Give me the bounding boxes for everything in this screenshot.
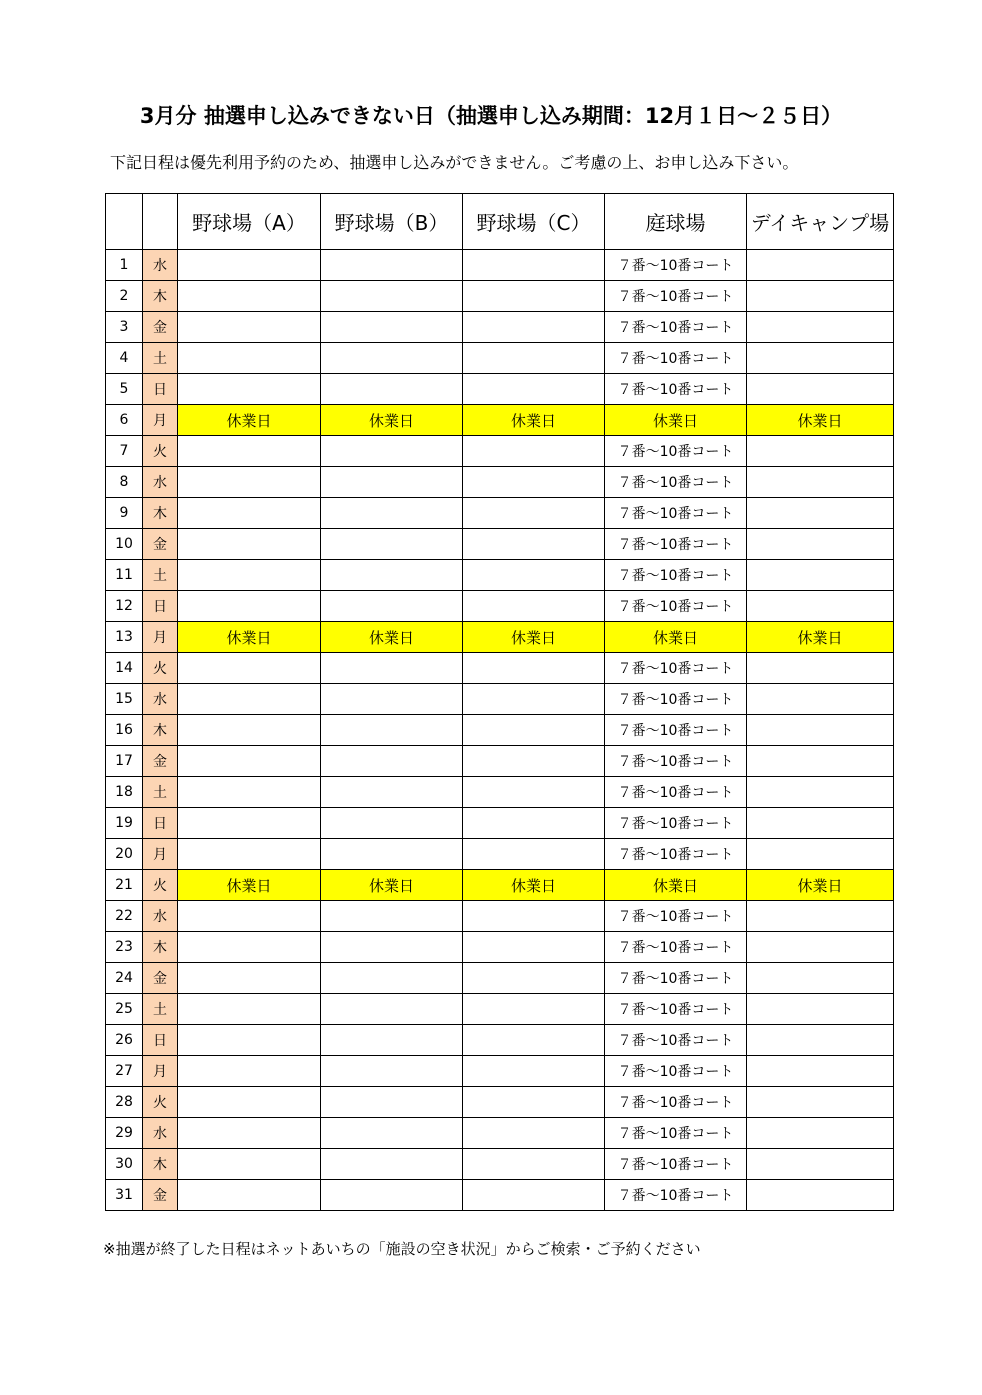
baseball-c-cell xyxy=(463,1118,605,1149)
table-row xyxy=(106,715,894,746)
baseball-c-cell xyxy=(463,684,605,715)
baseball-a-cell xyxy=(178,436,321,467)
baseball-b-cell xyxy=(321,312,463,343)
table-row xyxy=(106,901,894,932)
day-number: 11 xyxy=(106,560,143,591)
baseball-b-cell xyxy=(321,343,463,374)
header-daycamp: デイキャンプ場 xyxy=(747,194,894,250)
tennis-cell: ７番～10番コート xyxy=(605,560,747,591)
tennis-cell: ７番～10番コート xyxy=(605,312,747,343)
tennis-cell: 休業日 xyxy=(605,405,747,436)
table-row xyxy=(106,870,894,901)
tennis-cell: ７番～10番コート xyxy=(605,1118,747,1149)
baseball-c-cell xyxy=(463,343,605,374)
baseball-b-cell xyxy=(321,1087,463,1118)
weekday-cell: 日 xyxy=(143,808,178,839)
tennis-cell: ７番～10番コート xyxy=(605,653,747,684)
tennis-cell: ７番～10番コート xyxy=(605,1180,747,1211)
tennis-cell: ７番～10番コート xyxy=(605,839,747,870)
day-number: 20 xyxy=(106,839,143,870)
table-row xyxy=(106,560,894,591)
daycamp-cell: 休業日 xyxy=(747,405,894,436)
baseball-b-cell xyxy=(321,653,463,684)
day-number: 24 xyxy=(106,963,143,994)
weekday-cell: 木 xyxy=(143,715,178,746)
day-number: 12 xyxy=(106,591,143,622)
daycamp-cell xyxy=(747,746,894,777)
tennis-cell: ７番～10番コート xyxy=(605,746,747,777)
weekday-cell: 月 xyxy=(143,839,178,870)
weekday-cell: 金 xyxy=(143,1180,178,1211)
baseball-c-cell xyxy=(463,467,605,498)
tennis-cell: ７番～10番コート xyxy=(605,715,747,746)
daycamp-cell xyxy=(747,963,894,994)
page-title: 3月分 抽選申し込みできない日（抽選申し込み期間：12月１日～２５日） xyxy=(139,104,843,128)
baseball-c-cell xyxy=(463,746,605,777)
weekday-cell: 土 xyxy=(143,777,178,808)
baseball-b-cell xyxy=(321,1056,463,1087)
baseball-b-cell xyxy=(321,963,463,994)
baseball-b-cell xyxy=(321,467,463,498)
weekday-cell: 木 xyxy=(143,281,178,312)
table-row xyxy=(106,343,894,374)
daycamp-cell xyxy=(747,250,894,281)
baseball-b-cell xyxy=(321,250,463,281)
baseball-b-cell xyxy=(321,746,463,777)
daycamp-cell xyxy=(747,374,894,405)
day-number: 3 xyxy=(106,312,143,343)
baseball-b-cell xyxy=(321,839,463,870)
table-row xyxy=(106,1149,894,1180)
tennis-cell: ７番～10番コート xyxy=(605,901,747,932)
baseball-c-cell xyxy=(463,994,605,1025)
baseball-c-cell: 休業日 xyxy=(463,622,605,653)
daycamp-cell xyxy=(747,498,894,529)
day-number: 26 xyxy=(106,1025,143,1056)
day-number: 27 xyxy=(106,1056,143,1087)
table-row xyxy=(106,963,894,994)
weekday-cell: 水 xyxy=(143,684,178,715)
weekday-cell: 木 xyxy=(143,1149,178,1180)
day-number: 5 xyxy=(106,374,143,405)
baseball-a-cell xyxy=(178,374,321,405)
baseball-b-cell xyxy=(321,591,463,622)
day-number: 29 xyxy=(106,1118,143,1149)
weekday-cell: 日 xyxy=(143,591,178,622)
baseball-c-cell xyxy=(463,374,605,405)
tennis-cell: ７番～10番コート xyxy=(605,808,747,839)
baseball-a-cell xyxy=(178,1149,321,1180)
daycamp-cell xyxy=(747,808,894,839)
baseball-b-cell xyxy=(321,932,463,963)
weekday-cell: 土 xyxy=(143,994,178,1025)
table-row xyxy=(106,374,894,405)
weekday-cell: 日 xyxy=(143,374,178,405)
baseball-c-cell xyxy=(463,529,605,560)
baseball-c-cell xyxy=(463,777,605,808)
baseball-b-cell xyxy=(321,777,463,808)
day-number: 22 xyxy=(106,901,143,932)
table-row xyxy=(106,808,894,839)
baseball-b-cell xyxy=(321,994,463,1025)
baseball-c-cell xyxy=(463,715,605,746)
weekday-cell: 水 xyxy=(143,901,178,932)
day-number: 23 xyxy=(106,932,143,963)
table-row xyxy=(106,1118,894,1149)
table-row xyxy=(106,653,894,684)
baseball-c-cell xyxy=(463,1180,605,1211)
day-number: 1 xyxy=(106,250,143,281)
table-row xyxy=(106,436,894,467)
daycamp-cell xyxy=(747,1025,894,1056)
tennis-cell: ７番～10番コート xyxy=(605,932,747,963)
table-row xyxy=(106,1087,894,1118)
daycamp-cell xyxy=(747,436,894,467)
table-row xyxy=(106,994,894,1025)
table-row xyxy=(106,932,894,963)
day-number: 6 xyxy=(106,405,143,436)
baseball-a-cell xyxy=(178,777,321,808)
weekday-cell: 月 xyxy=(143,405,178,436)
day-number: 19 xyxy=(106,808,143,839)
day-number: 14 xyxy=(106,653,143,684)
baseball-c-cell: 休業日 xyxy=(463,870,605,901)
daycamp-cell xyxy=(747,1118,894,1149)
baseball-a-cell: 休業日 xyxy=(178,870,321,901)
tennis-cell: ７番～10番コート xyxy=(605,777,747,808)
baseball-c-cell xyxy=(463,560,605,591)
baseball-a-cell xyxy=(178,1118,321,1149)
daycamp-cell xyxy=(747,529,894,560)
baseball-a-cell xyxy=(178,653,321,684)
day-number: 2 xyxy=(106,281,143,312)
tennis-cell: ７番～10番コート xyxy=(605,684,747,715)
tennis-cell: ７番～10番コート xyxy=(605,1149,747,1180)
baseball-a-cell xyxy=(178,1025,321,1056)
tennis-cell: ７番～10番コート xyxy=(605,591,747,622)
table-row xyxy=(106,622,894,653)
baseball-c-cell xyxy=(463,1087,605,1118)
header-baseball-a: 野球場（A） xyxy=(178,194,321,250)
daycamp-cell xyxy=(747,591,894,622)
day-number: 17 xyxy=(106,746,143,777)
table-row xyxy=(106,405,894,436)
tennis-cell: 休業日 xyxy=(605,870,747,901)
day-number: 13 xyxy=(106,622,143,653)
baseball-a-cell xyxy=(178,529,321,560)
day-number: 7 xyxy=(106,436,143,467)
table-row xyxy=(106,1025,894,1056)
baseball-a-cell xyxy=(178,1180,321,1211)
daycamp-cell xyxy=(747,839,894,870)
weekday-cell: 日 xyxy=(143,1025,178,1056)
tennis-cell: ７番～10番コート xyxy=(605,1056,747,1087)
tennis-cell: ７番～10番コート xyxy=(605,1025,747,1056)
baseball-b-cell xyxy=(321,1118,463,1149)
weekday-cell: 火 xyxy=(143,653,178,684)
baseball-a-cell xyxy=(178,467,321,498)
tennis-cell: ７番～10番コート xyxy=(605,281,747,312)
schedule-table xyxy=(105,193,894,1211)
daycamp-cell xyxy=(747,312,894,343)
header-baseball-b: 野球場（B） xyxy=(321,194,463,250)
weekday-cell: 水 xyxy=(143,250,178,281)
baseball-c-cell xyxy=(463,498,605,529)
baseball-b-cell xyxy=(321,808,463,839)
baseball-a-cell xyxy=(178,808,321,839)
weekday-cell: 火 xyxy=(143,1087,178,1118)
daycamp-cell xyxy=(747,901,894,932)
tennis-cell: ７番～10番コート xyxy=(605,994,747,1025)
tennis-cell: 休業日 xyxy=(605,622,747,653)
daycamp-cell: 休業日 xyxy=(747,622,894,653)
baseball-a-cell xyxy=(178,684,321,715)
baseball-b-cell xyxy=(321,529,463,560)
daycamp-cell xyxy=(747,467,894,498)
weekday-cell: 木 xyxy=(143,932,178,963)
baseball-c-cell xyxy=(463,312,605,343)
baseball-a-cell xyxy=(178,963,321,994)
day-number: 16 xyxy=(106,715,143,746)
weekday-cell: 金 xyxy=(143,529,178,560)
daycamp-cell xyxy=(747,1180,894,1211)
baseball-a-cell xyxy=(178,994,321,1025)
baseball-a-cell xyxy=(178,1056,321,1087)
baseball-c-cell xyxy=(463,839,605,870)
table-row xyxy=(106,467,894,498)
day-number: 9 xyxy=(106,498,143,529)
baseball-a-cell xyxy=(178,281,321,312)
notice-text: 下記日程は優先利用予約のため、抽選申し込みができません。ご考慮の上、お申し込み下さい。 xyxy=(110,153,799,172)
header-row xyxy=(106,194,894,250)
daycamp-cell xyxy=(747,777,894,808)
baseball-a-cell xyxy=(178,715,321,746)
weekday-cell: 火 xyxy=(143,436,178,467)
daycamp-cell: 休業日 xyxy=(747,870,894,901)
baseball-b-cell xyxy=(321,374,463,405)
tennis-cell: ７番～10番コート xyxy=(605,529,747,560)
daycamp-cell xyxy=(747,1056,894,1087)
baseball-b-cell xyxy=(321,715,463,746)
baseball-a-cell xyxy=(178,312,321,343)
tennis-cell: ７番～10番コート xyxy=(605,963,747,994)
tennis-cell: ７番～10番コート xyxy=(605,1087,747,1118)
table-row xyxy=(106,250,894,281)
baseball-b-cell xyxy=(321,560,463,591)
baseball-c-cell xyxy=(463,436,605,467)
daycamp-cell xyxy=(747,1087,894,1118)
table-row xyxy=(106,1180,894,1211)
baseball-b-cell xyxy=(321,684,463,715)
baseball-b-cell xyxy=(321,1025,463,1056)
weekday-cell: 金 xyxy=(143,312,178,343)
table-row xyxy=(106,777,894,808)
baseball-b-cell xyxy=(321,281,463,312)
tennis-cell: ７番～10番コート xyxy=(605,467,747,498)
day-number: 4 xyxy=(106,343,143,374)
daycamp-cell xyxy=(747,281,894,312)
daycamp-cell xyxy=(747,684,894,715)
day-number: 18 xyxy=(106,777,143,808)
baseball-b-cell xyxy=(321,901,463,932)
table-row xyxy=(106,498,894,529)
baseball-b-cell xyxy=(321,1180,463,1211)
weekday-cell: 水 xyxy=(143,467,178,498)
day-number: 10 xyxy=(106,529,143,560)
table-row xyxy=(106,746,894,777)
baseball-b-cell xyxy=(321,1149,463,1180)
table-row xyxy=(106,281,894,312)
baseball-c-cell xyxy=(463,963,605,994)
tennis-cell: ７番～10番コート xyxy=(605,250,747,281)
weekday-cell: 金 xyxy=(143,963,178,994)
daycamp-cell xyxy=(747,343,894,374)
table-row xyxy=(106,684,894,715)
day-number: 30 xyxy=(106,1149,143,1180)
baseball-c-cell xyxy=(463,808,605,839)
baseball-b-cell: 休業日 xyxy=(321,870,463,901)
daycamp-cell xyxy=(747,932,894,963)
header-weekday xyxy=(143,194,178,250)
day-number: 25 xyxy=(106,994,143,1025)
table-row xyxy=(106,591,894,622)
tennis-cell: ７番～10番コート xyxy=(605,343,747,374)
daycamp-cell xyxy=(747,715,894,746)
weekday-cell: 火 xyxy=(143,870,178,901)
baseball-a-cell: 休業日 xyxy=(178,622,321,653)
baseball-a-cell xyxy=(178,746,321,777)
weekday-cell: 木 xyxy=(143,498,178,529)
baseball-a-cell xyxy=(178,591,321,622)
daycamp-cell xyxy=(747,560,894,591)
table-row xyxy=(106,1056,894,1087)
tennis-cell: ７番～10番コート xyxy=(605,498,747,529)
baseball-c-cell xyxy=(463,901,605,932)
baseball-a-cell xyxy=(178,498,321,529)
weekday-cell: 水 xyxy=(143,1118,178,1149)
weekday-cell: 土 xyxy=(143,560,178,591)
day-number: 8 xyxy=(106,467,143,498)
weekday-cell: 月 xyxy=(143,1056,178,1087)
header-baseball-c: 野球場（C） xyxy=(463,194,605,250)
schedule-body xyxy=(106,250,894,1211)
baseball-a-cell xyxy=(178,343,321,374)
table-row xyxy=(106,529,894,560)
footnote: ※抽選が終了した日程はネットあいちの「施設の空き状況」からご検索・ご予約ください xyxy=(103,1240,701,1258)
baseball-c-cell xyxy=(463,281,605,312)
baseball-c-cell xyxy=(463,653,605,684)
baseball-c-cell: 休業日 xyxy=(463,405,605,436)
table-row xyxy=(106,839,894,870)
baseball-b-cell xyxy=(321,498,463,529)
baseball-a-cell: 休業日 xyxy=(178,405,321,436)
table-row xyxy=(106,312,894,343)
tennis-cell: ７番～10番コート xyxy=(605,374,747,405)
baseball-c-cell xyxy=(463,1025,605,1056)
baseball-a-cell xyxy=(178,839,321,870)
baseball-b-cell: 休業日 xyxy=(321,405,463,436)
baseball-c-cell xyxy=(463,932,605,963)
baseball-c-cell xyxy=(463,250,605,281)
baseball-c-cell xyxy=(463,591,605,622)
weekday-cell: 金 xyxy=(143,746,178,777)
header-day xyxy=(106,194,143,250)
weekday-cell: 土 xyxy=(143,343,178,374)
day-number: 31 xyxy=(106,1180,143,1211)
tennis-cell: ７番～10番コート xyxy=(605,436,747,467)
daycamp-cell xyxy=(747,653,894,684)
baseball-b-cell: 休業日 xyxy=(321,622,463,653)
baseball-a-cell xyxy=(178,560,321,591)
day-number: 21 xyxy=(106,870,143,901)
baseball-a-cell xyxy=(178,901,321,932)
day-number: 15 xyxy=(106,684,143,715)
baseball-a-cell xyxy=(178,250,321,281)
day-number: 28 xyxy=(106,1087,143,1118)
baseball-a-cell xyxy=(178,932,321,963)
weekday-cell: 月 xyxy=(143,622,178,653)
baseball-c-cell xyxy=(463,1056,605,1087)
baseball-c-cell xyxy=(463,1149,605,1180)
baseball-a-cell xyxy=(178,1087,321,1118)
daycamp-cell xyxy=(747,994,894,1025)
baseball-b-cell xyxy=(321,436,463,467)
header-tennis: 庭球場 xyxy=(605,194,747,250)
daycamp-cell xyxy=(747,1149,894,1180)
